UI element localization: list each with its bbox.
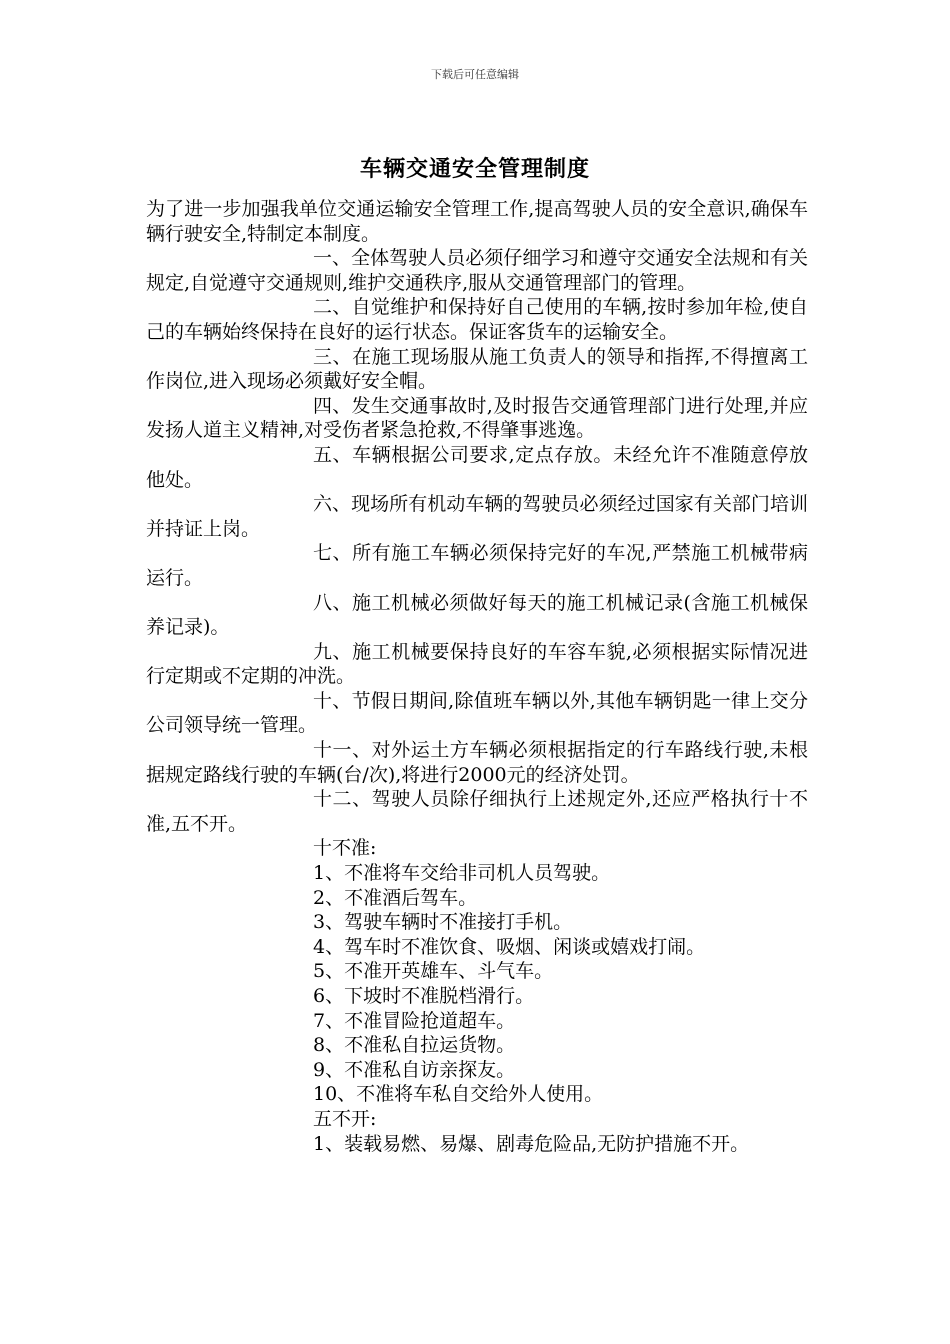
- article-7: 七、所有施工车辆必须保持完好的车况,严禁施工机械带病运行。: [146, 542, 808, 589]
- ten-rule-4: 4、驾车时不准饮食、吸烟、闲谈或嬉戏打闹。: [313, 935, 706, 958]
- article-8: 八、施工机械必须做好每天的施工机械记录(含施工机械保养记录)。: [146, 591, 808, 639]
- ten-rules-heading: 十不准:: [313, 837, 377, 860]
- watermark-text: 下载后可任意编辑: [431, 68, 519, 81]
- document-body: [146, 197, 808, 1156]
- article-5: 五、车辆根据公司要求,定点存放。未经允许不准随意停放他处。: [146, 443, 808, 491]
- ten-rule-5: 5、不准开英雄车、斗气车。: [313, 960, 554, 983]
- five-rules-heading: 五不开:: [313, 1107, 377, 1130]
- article-10: 十、节假日期间,除值班车辆以外,其他车辆钥匙一律上交分公司领导统一管理。: [146, 689, 808, 737]
- article-12: 十二、驾驶人员除仔细执行上述规定外,还应严格执行十不准,五不开。: [146, 788, 808, 835]
- ten-rule-10: 10、不准将车私自交给外人使用。: [313, 1083, 604, 1106]
- ten-rule-8: 8、不准私自拉运货物。: [313, 1034, 516, 1057]
- article-6: 六、现场所有机动车辆的驾驶员必须经过国家有关部门培训并持证上岗。: [146, 493, 808, 540]
- ten-rule-3: 3、驾驶车辆时不准接打手机。: [313, 911, 573, 934]
- article-2: 二、自觉维护和保持好自己使用的车辆,按时参加年检,使自己的车辆始终保持在良好的运行状态。保证客货车的运输安全。: [146, 296, 808, 343]
- five-rule-1: 1、装载易燃、易爆、剧毒危险品,无防护措施不开。: [313, 1132, 750, 1155]
- article-4: 四、发生交通事故时,及时报告交通管理部门进行处理,并应发扬人道主义精神,对受伤者紧急抢救,不得肇事逃逸。: [146, 394, 808, 442]
- article-1: 一、全体驾驶人员必须仔细学习和遵守交通安全法规和有关规定,自觉遵守交通规则,维护交通秩序,服从交通管理部门的管理。: [146, 247, 808, 294]
- intro-paragraph: 为了进一步加强我单位交通运输安全管理工作,提高驾驶人员的安全意识,确保车辆行驶安全,特制定本制度。: [146, 198, 808, 245]
- article-9: 九、施工机械要保持良好的车容车貌,必须根据实际情况进行定期或不定期的冲洗。: [146, 640, 808, 688]
- document-title: 车辆交通安全管理制度: [359, 156, 590, 182]
- ten-rule-7: 7、不准冒险抢道超车。: [313, 1009, 516, 1032]
- article-11: 十一、对外运土方车辆必须根据指定的行车路线行驶,未根据规定路线行驶的车辆(台/次),将进行2000元的经济处罚。: [146, 739, 808, 786]
- ten-rule-6: 6、下坡时不准脱档滑行。: [313, 985, 535, 1007]
- article-3: 三、在施工现场服从施工负责人的领导和指挥,不得擅离工作岗位,进入现场必须戴好安全帽。: [146, 345, 808, 393]
- ten-rule-9: 9、不准私自访亲探友。: [313, 1058, 516, 1081]
- ten-rule-1: 1、不准将车交给非司机人员驾驶。: [313, 862, 611, 885]
- ten-rule-2: 2、不准酒后驾车。: [313, 886, 478, 909]
